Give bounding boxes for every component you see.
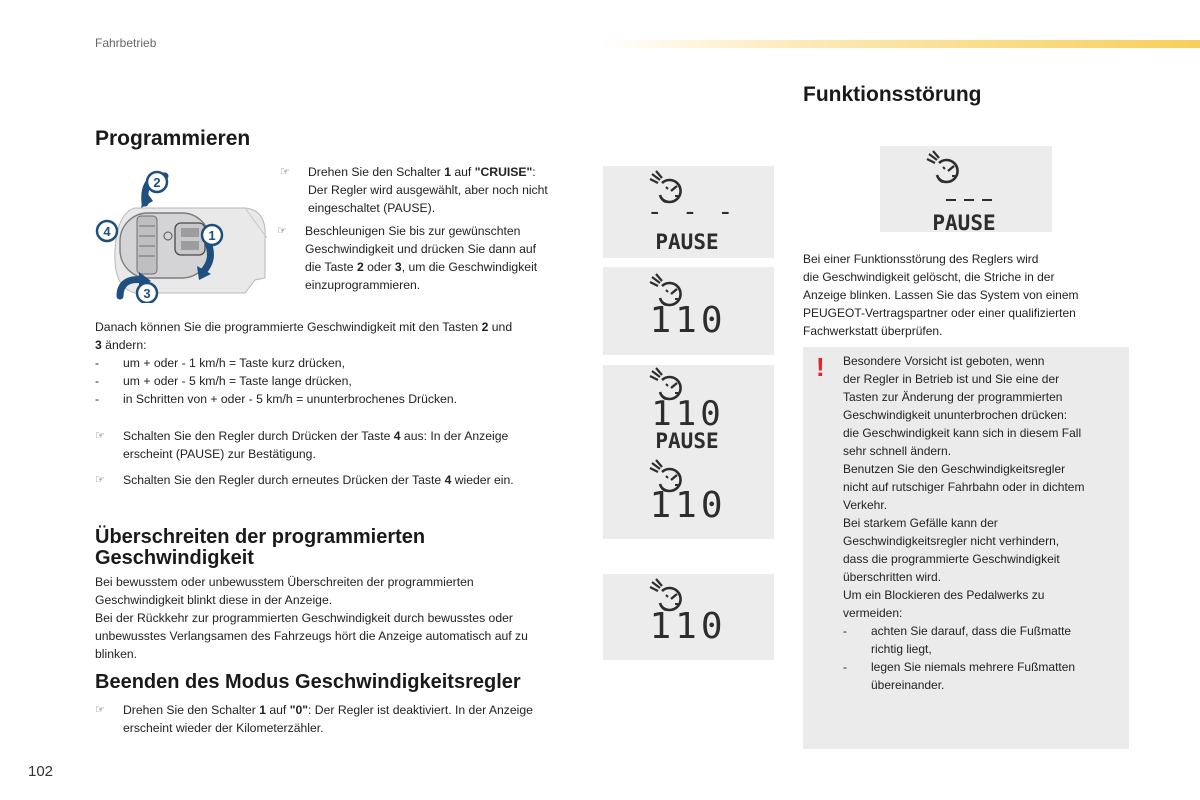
display-status: PAUSE <box>655 230 719 254</box>
dash-item: - um + oder - 5 km/h = Taste lange drücken, <box>95 374 352 388</box>
display-speed-value: 110 <box>649 606 727 647</box>
pointing-hand-bullet-icon: ☞ <box>277 225 287 237</box>
bullet-line: Der Regler wird ausgewählt, aber noch nicht <box>308 183 548 197</box>
dash-item: - legen Sie niemals mehrere Fußmatten <box>843 660 1076 674</box>
pointing-hand-bullet-icon: ☞ <box>95 430 105 442</box>
pointing-hand-bullet-icon: ☞ <box>95 474 105 486</box>
display-status: PAUSE <box>932 211 996 232</box>
bullet-switch-off <box>95 427 618 463</box>
heading-programmieren: Programmieren <box>95 127 251 150</box>
stalk-label-4: 4 <box>103 224 111 239</box>
bullet-accelerate <box>277 222 605 294</box>
bullet-deactivate <box>95 701 618 737</box>
bullet-line: Beschleunigen Sie bis zur gewünschten <box>305 224 521 238</box>
display-speed <box>603 267 774 355</box>
bullet-line: Schalten Sie den Regler durch erneutes Drücken der Taste 4 wieder ein. <box>123 473 514 487</box>
display-fault-pause <box>880 146 1052 232</box>
stalk-drawing <box>95 168 270 303</box>
section-label: Fahrbetrieb <box>95 36 157 50</box>
bullet-line: eingeschaltet (PAUSE). <box>308 201 436 215</box>
display-speed-value: 110 <box>651 394 725 434</box>
header-bar <box>600 40 1200 48</box>
adjust-paragraph <box>95 318 590 408</box>
paragraph-line: Danach können Sie die programmierte Geschwindigkeit mit den Tasten 2 und <box>95 320 513 334</box>
display-dashes: - - - <box>646 197 736 227</box>
display-speed-value: 110 <box>649 485 727 526</box>
dash-item: - achten Sie darauf, dass die Fußmatte <box>843 624 1072 638</box>
cruise-speedometer-icon <box>927 151 958 182</box>
bullet-line: erscheint wieder der Kilometerzähler. <box>123 721 324 735</box>
stalk-label-1: 1 <box>208 228 216 243</box>
pointing-hand-bullet-icon: ☞ <box>280 166 290 178</box>
display-speed-blink <box>603 574 774 660</box>
pointing-hand-bullet-icon: ☞ <box>95 704 105 716</box>
ueberschreiten-paragraph: Bei bewusstem oder unbewusstem Überschreiten der programmierten Geschwindigkeit blinkt diese in der Anzeige. Bei der Rückkehr zur programmierten Geschwindigkeit durch bewusstes oder unbewusstes Verlangsamen des Fahrzeugs hört die Anzeige automatisch auf zu blinken. <box>95 575 528 661</box>
dash-item: - in Schritten von + oder - 5 km/h = ununterbrochenes Drücken. <box>95 392 457 406</box>
stalk-label-3: 3 <box>143 286 151 301</box>
bullet-cruise-select <box>280 163 608 217</box>
page-number: 102 <box>28 763 54 780</box>
dash-item: - um + oder - 1 km/h = Taste kurz drücken, <box>95 356 345 370</box>
cruise-stalk-illustration <box>95 168 270 303</box>
bullet-line: Geschwindigkeit und drücken Sie dann auf <box>305 242 537 256</box>
bullet-line: Drehen Sie den Schalter 1 auf "CRUISE": <box>308 165 536 179</box>
display-status: PAUSE <box>655 429 719 453</box>
bullet-switch-on <box>95 471 618 489</box>
dash-item: übereinander. <box>871 678 945 692</box>
paragraph-line: 3 ändern: <box>95 338 147 352</box>
bullet-line: die Taste 2 oder 3, um die Geschwindigkeit <box>305 260 538 274</box>
display-pause-dashes <box>603 166 774 258</box>
stalk-label-2: 2 <box>153 175 161 190</box>
bullet-line: Schalten Sie den Regler durch Drücken der Taste 4 aus: In der Anzeige <box>123 429 509 443</box>
display-speed-resumed <box>603 453 774 539</box>
heading-ueberschreiten: Überschreiten der programmierten Geschwindigkeit <box>95 526 426 569</box>
display-speed-pause <box>603 365 774 453</box>
warning-exclamation-icon: ! <box>816 352 825 382</box>
display-speed-value: 110 <box>649 300 727 341</box>
warning-text: Besondere Vorsicht ist geboten, wenn der Regler in Betrieb ist und Sie eine der Tasten zur Änderung der programmierten Geschwindigkeit ununterbrochen drücken: die Geschwindigkeit kann sich in diesem Fall sehr schnell ändern. Benutzen Sie den Geschwindigkeitsregler nicht auf rutschiger Fahrbahn oder in dichtem Verkehr. Bei starkem Gefälle kann der Geschwindigkeitsregler nicht verhindern, dass die programmierte Geschwindigkeit überschritten wird. Um ein Blockieren des Pedalwerks zu vermeiden: - achten Sie darauf, dass die Fußmatte richtig liegt, - legen Sie niemals mehrere Fußmatten übereinander. <box>843 352 1125 694</box>
bullet-line: einzuprogrammieren. <box>305 278 421 292</box>
fault-paragraph: Bei einer Funktionsstörung des Reglers wird die Geschwindigkeit gelöscht, die Striche in der Anzeige blinken. Lassen Sie das System von einem PEUGEOT-Vertragspartner oder einer qualifizierten Fachwerkstatt überprüfen. <box>803 252 1079 338</box>
heading-beenden: Beenden des Modus Geschwindigkeitsregler <box>95 671 521 693</box>
bullet-line: Drehen Sie den Schalter 1 auf "0": Der Regler ist deaktiviert. In der Anzeige <box>123 703 533 717</box>
bullet-line: erscheint (PAUSE) zur Bestätigung. <box>123 447 316 461</box>
heading-funktionsstoerung: Funktionsstörung <box>803 83 982 106</box>
dash-item: richtig liegt, <box>871 642 932 656</box>
